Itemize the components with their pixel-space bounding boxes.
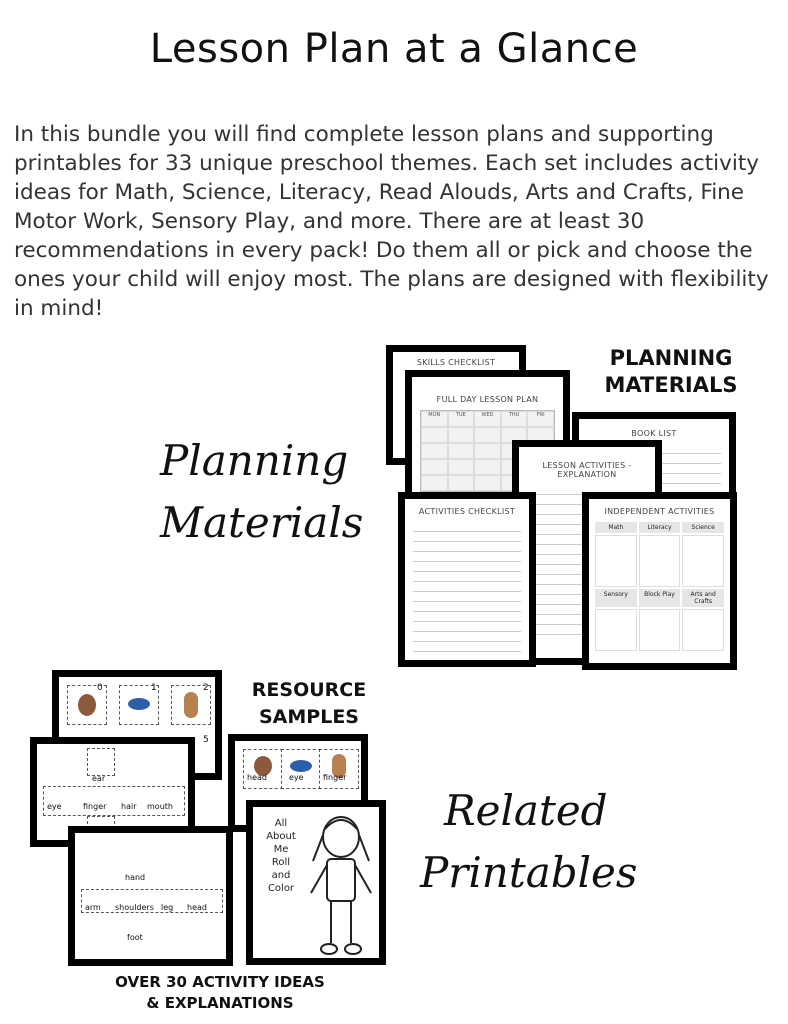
activities-checklist-page [398, 492, 536, 667]
cube2-arm: arm [85, 903, 101, 912]
activity-ideas-caption [80, 972, 360, 1014]
roll-line-4: and [271, 870, 291, 881]
cube2-shoulders: shoulders [115, 903, 154, 912]
independent-grid [595, 522, 724, 651]
card-finger: finger [323, 773, 347, 782]
skills-checklist-title: SKILLS CHECKLIST [416, 358, 496, 367]
planning-caps-line2: MATERIALS [604, 373, 738, 397]
cat-block-play: Block Play [639, 589, 681, 607]
eye-word-card [281, 749, 321, 789]
full-day-title: FULL DAY LESSON PLAN [436, 395, 539, 404]
planning-script-label [160, 430, 363, 554]
body-cube-page-2 [68, 826, 233, 966]
explanation-title: LESSON ACTIVITIES - EXPLANATION [542, 461, 632, 479]
cat-literacy: Literacy [639, 522, 681, 533]
finger-word-card [319, 749, 359, 789]
planning-script-line2: Materials [160, 498, 364, 547]
cube-label-finger: finger [83, 802, 107, 811]
book-list-title: BOOK LIST [631, 429, 677, 438]
roll-line-5: Color [267, 883, 295, 894]
cat-science: Science [682, 522, 724, 533]
planning-script-line1: Planning [160, 436, 349, 485]
number-1: 1 [151, 683, 157, 693]
resource-samples-heading [246, 677, 372, 731]
roll-line-3: Me Roll [271, 844, 291, 868]
head-card [243, 749, 283, 789]
number-5: 5 [203, 735, 209, 745]
independent-title: INDEPENDENT ACTIVITIES [604, 507, 715, 516]
child-outline-icon [301, 813, 381, 963]
all-about-me-page [246, 800, 386, 965]
cube2-foot: foot [127, 933, 143, 942]
cat-sensory: Sensory [595, 589, 637, 607]
cube-label-ear: ear [92, 774, 106, 783]
cube-label-mouth: mouth [147, 802, 173, 811]
intro-paragraph: In this bundle you will find complete lesson plans and supporting printables for 33 unique preschool themes. Each set includes activity ideas for Math, Science, Literacy, Read Alouds, Arts and Crafts, Fine Motor Work, Sensory Play, and more. There are at least 30 recommendations in every pack! Do them all or pick and choose the ones your child will enjoy most. The plans are designed with flexibility in mind! [14, 122, 769, 321]
cube2-head: head [187, 903, 207, 912]
planning-materials-heading [596, 345, 746, 399]
cube-label-hair: hair [121, 802, 137, 811]
number-2: 2 [203, 683, 209, 693]
number-0: 0 [97, 683, 103, 693]
independent-activities-page [582, 492, 737, 670]
resource-caps-line2: SAMPLES [259, 706, 359, 728]
roll-line-2: About [266, 831, 296, 842]
cat-arts-crafts: Arts and Crafts [682, 589, 724, 607]
roll-line-1: All [274, 818, 288, 829]
card-head: head [247, 773, 267, 782]
related-script-line1: Related [444, 786, 608, 835]
card-eye: eye [289, 773, 304, 782]
page-title: Lesson Plan at a Glance [149, 26, 639, 72]
roll-and-color-text [263, 817, 299, 895]
day-wed: WED [474, 411, 501, 427]
cube2-hand: hand [125, 873, 146, 882]
day-mon: MON [421, 411, 448, 427]
day-thu: THU [501, 411, 528, 427]
cat-math: Math [595, 522, 637, 533]
related-printables-script-label [420, 780, 637, 904]
day-tue: TUE [448, 411, 475, 427]
related-script-line2: Printables [420, 848, 638, 897]
cube2-leg: leg [161, 903, 174, 912]
resource-caps-line1: RESOURCE [251, 679, 367, 701]
bottom-caps-line1: OVER 30 ACTIVITY IDEAS [115, 973, 325, 991]
activities-checklist-title: ACTIVITIES CHECKLIST [418, 507, 516, 516]
day-fri: FRI [527, 411, 554, 427]
cube-label-eye: eye [47, 802, 62, 811]
bottom-caps-line2: & EXPLANATIONS [146, 994, 294, 1012]
planning-caps-line1: PLANNING [609, 346, 733, 370]
